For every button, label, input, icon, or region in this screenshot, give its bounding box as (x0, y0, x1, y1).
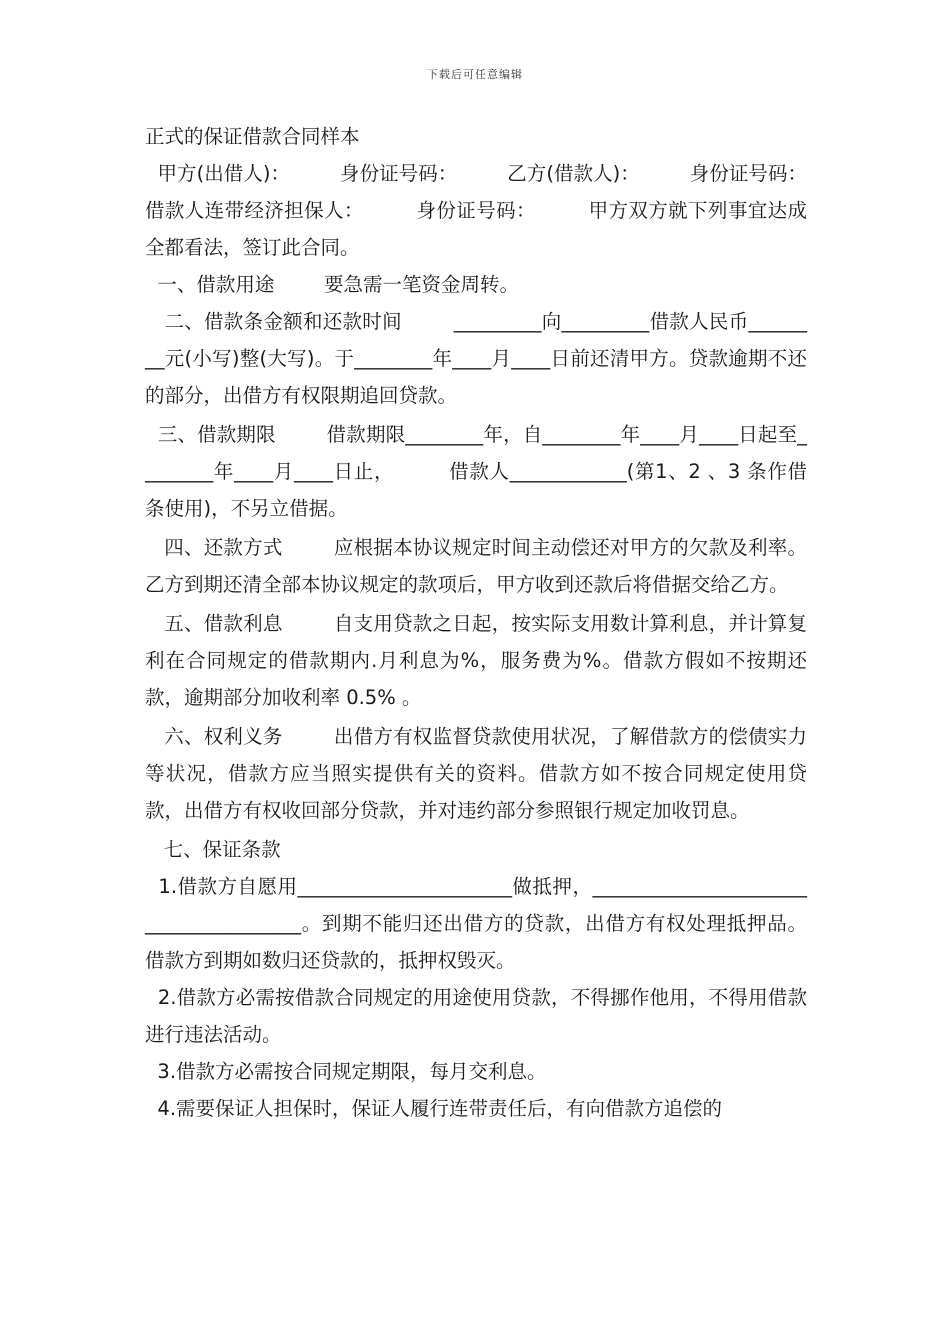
guarantee-clause-3: 3.借款方必需按合同规定期限，每月交利息。 (145, 1060, 547, 1083)
guarantee-clause-1: 1.借款方自愿用______________________做抵押，______________________ ________________。到期不能归还出借方的贷款，出借方有权处理抵押品。借款方到期如数归还贷款的，抵押权毁灭。 (145, 875, 814, 972)
paragraph-guarantee-heading: 七、保证条款 (145, 838, 281, 861)
paragraph-parties: 甲方(出借人)： 身份证号码： 乙方(借款人)： 身份证号码： 借款人连带经济担保人： 身份证号码： 甲方双方就下列事宜达成全都看法，签订此合同。 (145, 162, 857, 259)
paragraph-rights: 六、权利义务 出借方有权监督贷款使用状况，了解借款方的偿债实力等状况，借款方应当照实提供有关的资料。借款方如不按合同规定使用贷款，出借方有权收回部分贷款，并对违约部分参照银行规定加收罚息。 (145, 725, 807, 822)
paragraph-term: 三、借款期限 借款期限________年，自________年____月____日起至________年____月____日止， 借款人____________(第1、2 、3 条作借条使用)，不另立借据。 (145, 423, 807, 520)
paragraph-interest: 五、借款利息 自支用贷款之日起，按实际支用数计算利息，并计算复利在合同规定的借款期内.月利息为%，服务费为%。借款方假如不按期还款，逾期部分加收利率 0.5% 。 (145, 612, 807, 709)
guarantee-clause-4: 4.需要保证人担保时，保证人履行连带责任后，有向借款方追偿的 (145, 1097, 723, 1120)
paragraph-purpose: 一、借款用途 要急需一笔资金周转。 (145, 273, 519, 296)
paragraph-amount: 二、借款条金额和还款时间 _________向_________借款人民币________元(小写)整(大写)。于________年____月____日前还清甲方。贷款逾期不还的部分，出借方有权限期追回贷款。 (145, 310, 807, 407)
contract-body (145, 118, 857, 1127)
paragraph-repayment: 四、还款方式 应根据本协议规定时间主动偿还对甲方的欠款及利率。乙方到期还清全部本协议规定的款项后，甲方收到还款后将借据交给乙方。 (145, 536, 807, 596)
guarantee-clause-2: 2.借款方必需按借款合同规定的用途使用贷款，不得挪作他用，不得用借款进行违法活动。 (145, 986, 807, 1046)
header-note: 下载后可任意编辑 (427, 68, 523, 81)
document-title: 正式的保证借款合同样本 (145, 125, 360, 148)
